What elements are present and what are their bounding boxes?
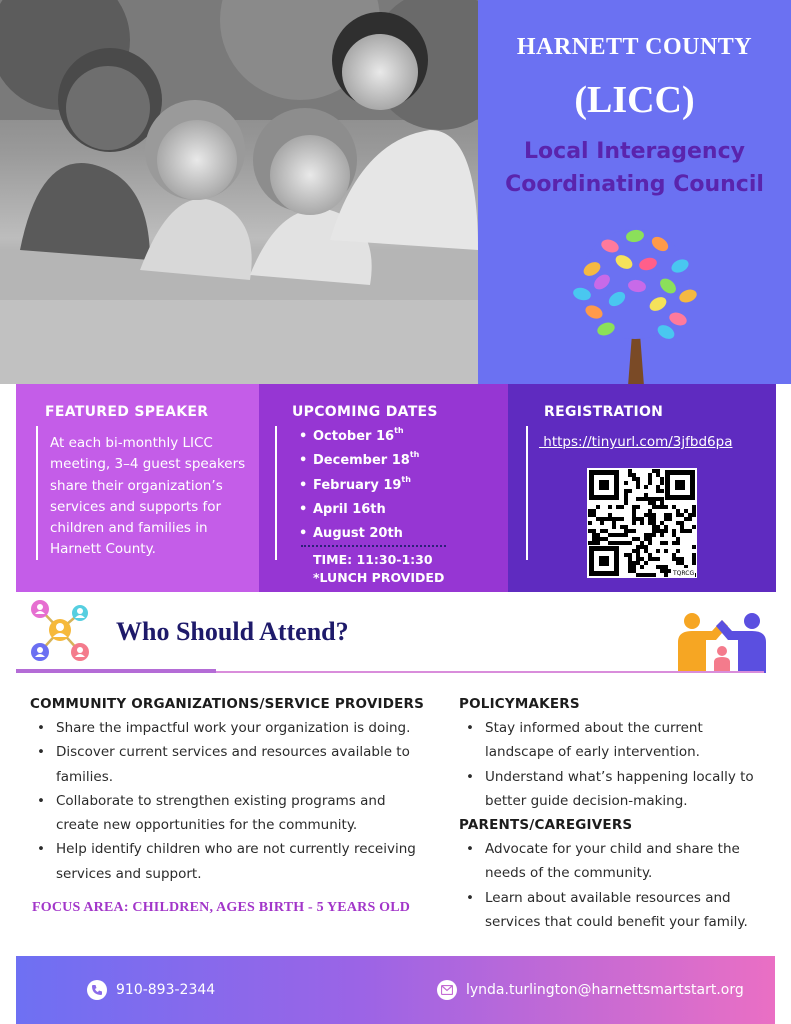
council-name-line1: Local Interagency [524, 139, 745, 164]
date-item: • October 16th [299, 425, 419, 449]
registration-link[interactable]: https://tinyurl.com/3jfbd6pa [539, 434, 733, 450]
list-item: • Share the impactful work your organization is doing. [30, 716, 450, 740]
council-acronym: (LICC) [574, 79, 695, 121]
council-name-line2: Coordinating Council [505, 172, 764, 197]
upcoming-dates-panel [259, 384, 508, 592]
phone-number: 910-893-2344 [116, 982, 216, 998]
lunch-note: *LUNCH PROVIDED [313, 570, 445, 585]
list-item: • Understand what’s happening locally to better guide decision-making. [459, 765, 769, 814]
upcoming-dates-title: UPCOMING DATES [292, 404, 438, 420]
divider [275, 426, 277, 560]
community-column [30, 692, 450, 886]
registration-title: REGISTRATION [544, 404, 664, 420]
date-item: • April 16th [299, 498, 419, 522]
date-item: • February 19th [299, 474, 419, 498]
handprint-tree-icon [562, 224, 708, 391]
header-panel [478, 0, 791, 384]
children-photo [0, 0, 478, 384]
list-item: • Help identify children who are not currently receiving services and support. [30, 837, 440, 886]
featured-speaker-panel [16, 384, 259, 592]
divider [36, 426, 38, 560]
list-item: • Stay informed about the current landscape of early intervention. [459, 716, 719, 765]
section-title: Who Should Attend? [116, 617, 349, 646]
email-link[interactable] [437, 980, 744, 1000]
envelope-icon [437, 980, 457, 1000]
time-text: TIME: 11:30-1:30 [313, 552, 433, 567]
council-name [488, 135, 781, 201]
date-item: • August 20th [299, 522, 419, 546]
featured-speaker-text: At each bi-monthly LICC meeting, 3–4 guest speakers share their organization’s services and supports for children and families in Harnett County. [50, 435, 246, 558]
dates-list [299, 425, 419, 546]
dotted-divider [301, 545, 446, 547]
email-address: lynda.turlington@harnettsmartstart.org [466, 982, 744, 998]
divider [526, 426, 528, 560]
focus-area: FOCUS AREA: CHILDREN, AGES BIRTH - 5 YEARS OLD [32, 900, 411, 915]
featured-speaker-title: FEATURED SPEAKER [45, 404, 209, 420]
qr-code-icon[interactable] [587, 468, 697, 583]
list-item: • Discover current services and resources available to families. [30, 740, 430, 789]
date-item: • December 18th [299, 449, 419, 473]
list-item: • Learn about available resources and services that could benefit your family. [459, 886, 769, 935]
community-heading: COMMUNITY ORGANIZATIONS/SERVICE PROVIDERS [30, 696, 425, 712]
list-item: • Advocate for your child and share the needs of the community. [459, 837, 754, 886]
phone-link[interactable] [87, 980, 215, 1000]
parents-heading: PARENTS/CAREGIVERS [459, 817, 633, 834]
contact-footer [16, 956, 775, 1024]
registration-panel [508, 384, 776, 592]
policymakers-heading: POLICYMAKERS [459, 696, 580, 712]
phone-icon [87, 980, 107, 1000]
people-network-icon [28, 597, 92, 668]
qr-caption: TQRCG [673, 570, 695, 577]
family-house-icon [676, 612, 768, 679]
section-divider-accent [16, 669, 216, 673]
list-item: • Collaborate to strengthen existing programs and create new opportunities for the community. [30, 789, 410, 838]
county-name: HARNETT COUNTY [516, 34, 753, 60]
meeting-time [313, 551, 444, 587]
policy-parent-column [459, 692, 779, 934]
